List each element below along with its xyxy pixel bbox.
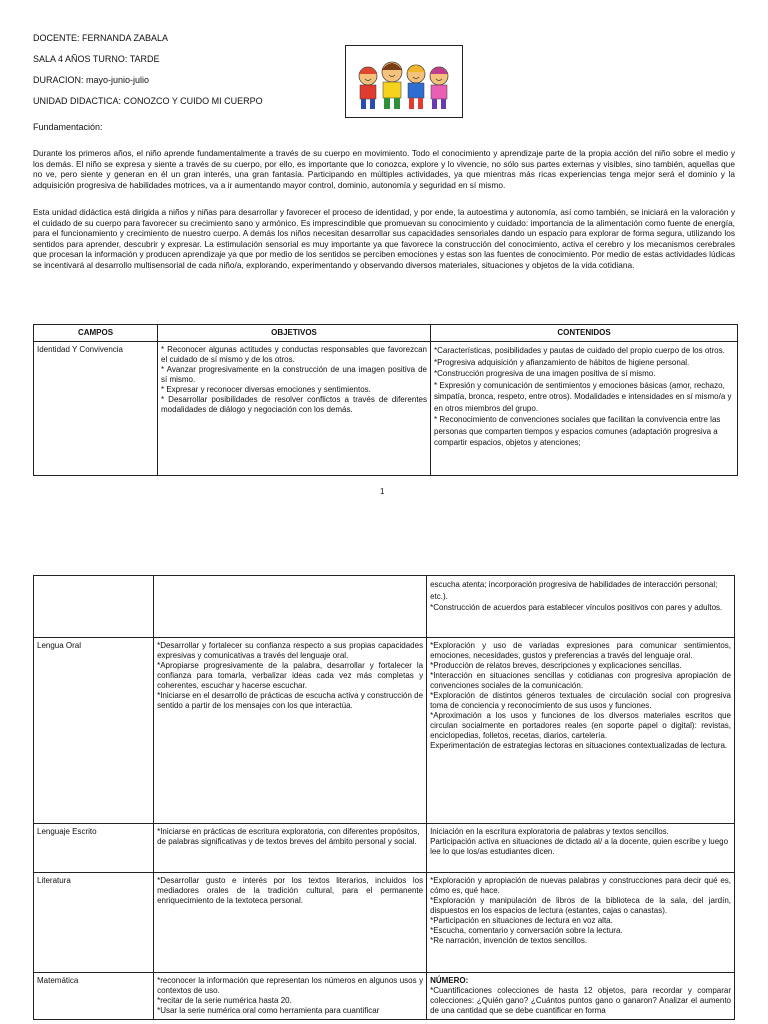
unidad-line: UNIDAD DIDACTICA: CONOZCO Y CUIDO MI CUERPO [33,96,263,106]
objetivo-item: *Apropiarse progresivamente de la palabra, desarrollar y fortalecer la confianza para tomarla, verbalizar ideas cada vez más completas y coherentes, escuchar y hacerse escuchar. [157,661,424,690]
contenido-item: Iniciación en la escritura exploratoria de palabras y textos sencillos. [430,827,669,836]
table-row [34,824,735,873]
campo-cell: Lenguaje Escrito [34,824,154,873]
contenido-item: *Progresiva adquisición y afianzamiento de hábitos de higiene personal. [434,357,690,367]
objetivo-item: *Iniciarse en prácticas de escritura exploratoria, con diferentes propósitos, de palabras significativas y de textos breves del ámbito personal y social. [157,827,420,846]
duracion-line: DURACION: mayo-junio-julio [33,75,150,85]
campo-cell: Matemática [34,973,154,1020]
table-header-row [34,325,738,342]
children-illustration [345,45,463,118]
objetivo-item: * Desarrollar posibilidades de resolver conflictos a través de diferentes modalidades de diálogo y negociación con los demás. [161,395,427,414]
contenido-item: * Reconocimiento de convenciones sociales que facilitan la convivencia entre las personas que comparten tiempos y espacios comunes (adaptación progresiva a compartir espacios, objetos y atenciones; [434,415,721,447]
contenidos-cell [427,576,735,638]
sala-line: SALA 4 AÑOS TURNO: TARDE [33,54,160,64]
contenido-item: *Producción de relatos breves, descripciones y explicaciones sencillas. [430,661,682,670]
table-row [34,638,735,824]
objetivos-cell [154,638,427,824]
contenido-item: escucha atenta; incorporación progresiva de habilidades de interacción personal; etc.). [430,580,718,601]
contenido-item: *Re narración, invención de textos sencillos. [430,936,588,945]
docente-line: DOCENTE: FERNANDA ZABALA [33,33,169,43]
campo-cell [34,576,154,638]
campo-cell: Literatura [34,873,154,973]
table-row [34,576,735,638]
table-row [34,873,735,973]
contenido-item: *Escucha, comentario y conversación sobre la lectura. [430,926,623,935]
campo-cell: Lengua Oral [34,638,154,824]
fundamentacion-title: Fundamentación: [33,122,103,132]
contenido-item: Participación activa en situaciones de dictado al/ a la docente, quien escribe y luego lee lo que los/as estudiantes dicen. [430,837,729,856]
contenidos-cell [427,873,735,973]
header-campos: CAMPOS [34,325,158,342]
objetivo-item: *Desarrollar gusto e interés por los textos literarios, incluidos los mediadores orales de la tradición cultural, para el permanente enriquecimiento de la textoteca personal. [157,876,424,905]
contenido-item: *Exploración de distintos géneros textuales de circulación social con progresiva toma de conciencia y reconocimiento de sus usos y funciones. [430,691,731,710]
contenidos-cell [431,342,738,476]
contenido-item: *Exploración y apropiación de nuevas palabras y construcciones para decir qué es, cómo es, qué hace. [430,876,731,895]
contenido-item: *Cuantificaciones colecciones de hasta 12 objetos, para recordar y comparar colecciones: ¿Quién gano? ¿Cuántos puntos gano o ganaron? Analizar el aumento de una cantidad que se debe cuantificar en forma [430,986,731,1015]
contenido-item: *Características, posibilidades y pautas de cuidado del propio cuerpo de los otros. [434,346,725,355]
numero-subtitle: NÚMERO: [430,976,469,985]
planning-table-page-1 [33,324,738,476]
contenido-item: *Construcción de acuerdos para establecer vínculos positivos con pares y adultos. [430,603,723,612]
objetivo-item: *Desarrollar y fortalecer su confianza respecto a sus propias capacidades expresivas y comunicativas a través del lenguaje oral. [157,641,424,660]
table-row [34,342,738,476]
objetivo-item: * Expresar y reconocer diversas emociones y sentimientos. [161,385,371,394]
objetivo-item: * Avanzar progresivamente en la construcción de una imagen positiva de sí mismo. [161,365,427,384]
fundamentacion-paragraph-1: Durante los primeros años, el niño aprende fundamentalmente a través de su cuerpo en movimiento. Todo el conocimiento y aprendizaje parte de la propia acción del niño sobre el medio y los demás. El niño se expresa y siente a través de su cuerpo, por ello, es importante que lo conozca, explore y lo vivencie, no sólo sus partes externas y visibles, sino también, aquellas que no ve, pero siente y generan en él un gran interés, una gran fantasía. Participando en múltiples actividades, ya que mientras más ricas experiencias tenga mejor será el dominio y la adquisición progresiva de habilidades motrices, va a ir aumentando mayor control, dominio, autonomía y seguridad en sí mismo. [33,148,735,190]
contenido-item: *Aproximación a los usos y funciones de los diversos materiales escritos que circulan socialmente en portadores reales (en soporte papel o digital): revistas, enciclopedias, folletos, recetas, diarios, cartelería. [430,711,731,740]
contenido-item: *Exploración y manipulación de libros de la biblioteca de la sala, del jardín, dispuestos en los espacios de lectura (estantes, cajas o canastas). [430,896,731,915]
page-number: 1 [380,487,385,496]
objetivos-cell [154,973,427,1020]
contenido-item: *Interacción en situaciones sencillas y cotidianas con progresiva apropiación de convenciones sociales de la comunicación. [430,671,731,690]
header-objetivos: OBJETIVOS [158,325,431,342]
campo-cell: Identidad Y Convivencia [34,342,158,476]
objetivos-cell [154,576,427,638]
objetivos-cell [154,873,427,973]
planning-table-page-2 [33,575,735,1020]
contenido-item: *Participación en situaciones de lectura en voz alta. [430,916,613,925]
contenidos-cell [427,973,735,1020]
objetivos-cell [154,824,427,873]
table-row [34,973,735,1020]
objetivo-item: * Reconocer algunas actitudes y conductas responsables que favorezcan el cuidado de sí mismo y de los otros. [161,345,427,364]
contenido-item: Experimentación de estrategias lectoras en situaciones contextualizadas de lectura. [430,741,728,750]
header-contenidos: CONTENIDOS [431,325,738,342]
fundamentacion-paragraph-2: Esta unidad didáctica está dirigida a niños y niñas para desarrollar y favorecer el proceso de identidad, y por ende, la autoestima y autonomía, así como también, se iniciará en la valoración y el cuidado de su cuerpo para favorecer su crecimiento sano y armónico. Es imprescindible que promuevan su conocimiento y cuidado: importancia de la alimentación como fuente de energía, para el funcionamiento y crecimiento de nuestro cuerpo. A demás los niños necesitan desarrollar sus capacidades sensoriales dando un espacio para explorar de forma segura, utilizando los sentidos para aprender, descubrir y expresar. La estimulación sensorial es muy importante ya que favorece la construcción del conocimiento, activa el cerebro y los mecanismos cerebrales que procesan la información y producen aprendizaje ya que por medio de los sentidos se perciben emociones y estas son las fuentes de conocimiento. Por medio de estas actividades lúdicas se incentivará al desarrollo multisensorial de cada niño/a, explorando, experimentando y observando diversos materiales, situaciones y objetos de la vida cotidiana. [33,207,735,270]
objetivo-item: *Iniciarse en el desarrollo de prácticas de escucha activa y construcción de sentido a partir de los mensajes con los que interactúa. [157,691,424,710]
contenido-item: * Expresión y comunicación de sentimientos y emociones básicas (amor, rechazo, simpatía, bronca, respeto, entre otros). Modalidades e intensidades en sí mismo/a y en otros miembros del grupo. [434,380,732,413]
objetivos-cell [158,342,431,476]
objetivo-item: *recitar de la serie numérica hasta 20. [157,996,292,1005]
objetivo-item: *reconocer la información que representan los números en algunos usos y contextos de uso. [157,976,424,995]
objetivo-item: *Usar la serie numérica oral como herramienta para cuantificar [157,1006,380,1015]
contenidos-cell [427,638,735,824]
contenido-item: *Construcción progresiva de una imagen positiva de sí mismo. [434,369,656,378]
contenido-item: *Exploración y uso de variadas expresiones para comunicar sentimientos, emociones, necesidades, gustos y preferencias a través del lenguaje oral. [430,641,731,660]
contenidos-cell [427,824,735,873]
